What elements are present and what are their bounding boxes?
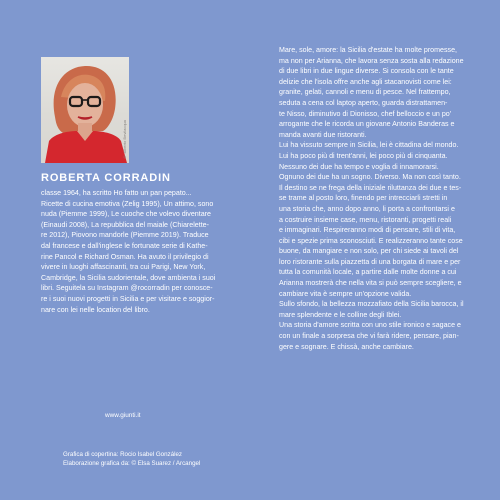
synopsis-line: arrogante che le ricorda un giovane Antonio Banderas e [279,120,455,129]
bio-line: Cambridge, la Sicilia sudorientale, dove ambienta i suoi [41,273,216,282]
bio-line: (Einaudi 2008), La repubblica del maiale (Chiarelette- [41,220,209,229]
synopsis-line: Mare, sole, amore: la Sicilia d'estate ha molte promesse, [279,46,457,54]
photo-credit: © Alberto Bevilacqua [122,119,127,159]
bio-line: nare con lei nelle location del libro. [41,305,150,314]
synopsis-line: loro ristorante sulla piazzetta di una borgata di mare e per [279,257,461,266]
author-bio [41,188,246,315]
author-name: ROBERTA CORRADIN [41,172,171,184]
graphics-credit: Elaborazione grafica da: © Elsa Suarez / Arcangel [63,460,201,467]
synopsis-line: se trame al posto loro, finendo per intrecciarli stretti in [279,194,448,203]
bio-line: re i suoi nuovi progetti in Sicilia e per visitare e soggior- [41,294,215,303]
synopsis-line: Il destino se ne frega della iniziale riluttanza dei due e tes- [279,183,462,192]
synopsis-line: Arianna mostrerà che nella vita si può sempre scegliere, e [279,279,462,288]
cover-design-credit: Grafica di copertina: Rocio Isabel González [63,451,182,458]
synopsis-line: gere e sognare. E chissà, anche cambiare. [279,342,414,351]
synopsis-line: buone, da mangiare e non solo, per chi siede ai tavoli del [279,247,459,256]
bio-line: rine Pancol e Richard Osman. Ha avuto il privilegio di [41,252,209,261]
synopsis-line: granite, gelati, cannoli e menu di pesce. Nel frattempo, [279,88,451,97]
synopsis-line: Lui ha poco più di trent'anni, lei poco più di cinquanta. [279,151,448,160]
synopsis-line: e immaginari. Respireranno modi di pensare, stili di vita, [279,226,456,235]
bio-line: classe 1964, ha scritto Ho fatto un pan pepato... [41,189,192,197]
bio-line: dal francese e dall'inglese le fortunate serie di Kathe- [41,241,208,250]
synopsis-line: Sullo sfondo, la bellezza mozzafiato della Sicilia barocca, il [279,300,464,309]
author-photo [41,57,129,163]
bio-line: Ricette di cucina emotiva (Zelig 1995), Un attimo, sono [41,199,214,208]
publisher-website: www.giunti.it [105,412,141,419]
synopsis-line: una storia che, anno dopo anno, li porta a confrontarsi e [279,204,455,213]
synopsis-line: con un finale a sorpresa che vi farà ridere, pensare, pian- [279,332,459,341]
synopsis-line: Lui ha vissuto sempre in Sicilia, lei è cittadina del mondo. [279,141,459,150]
synopsis-line: ma non per Arianna, che lavora senza sosta alla redazione [279,56,464,65]
synopsis-line: manda avanti due ristoranti. [279,130,367,139]
synopsis-line: te Nisso, diminutivo di Dionisso, chef belloccio e un po' [279,109,452,118]
bio-line: re 2012), Piovono mandorle (Piemme 2019). Traduce [41,231,209,240]
bio-line: libri. Seguitela su Instagram @rocorradin per conosce- [41,284,213,293]
synopsis-line: a costruire insieme case, menu, ristoranti, progetti reali [279,215,452,224]
synopsis-line: cambiare vita è sempre un'opzione valida. [279,289,412,298]
synopsis-line: di due libri in due lingue diverse. Si consola con le tante [279,67,454,76]
bio-line: vivere in luoghi affascinanti, tra cui Parigi, New York, [41,263,206,272]
author-portrait-image [41,57,129,163]
cover-credits [63,450,200,468]
synopsis-line: Ognuno dei due ha un sogno. Diverso. Ma non così tanto. [279,173,461,182]
synopsis-line: tutta la comunità locale, a partire dalle molte donne a cui [279,268,457,277]
synopsis-line: cibi e spezie prima sconosciuti. E realizzeranno tante cose [279,236,463,245]
bio-line: nuda (Piemme 1999), Le cuoche che volevo diventare [41,210,211,219]
synopsis-line: mare splendente e le colline degli Iblei. [279,310,402,319]
synopsis-line: Nessuno dei due ha tempo e voglia di innamorarsi. [279,162,439,171]
synopsis-line: delizie che l'isola offre anche agli stacanovisti come lei: [279,77,452,86]
synopsis-line: Una storia d'amore scritta con uno stile ironico e sagace e [279,321,461,330]
synopsis-line: seduta a cena col laptop aperto, guarda distrattamen- [279,98,448,107]
book-synopsis [279,45,479,352]
